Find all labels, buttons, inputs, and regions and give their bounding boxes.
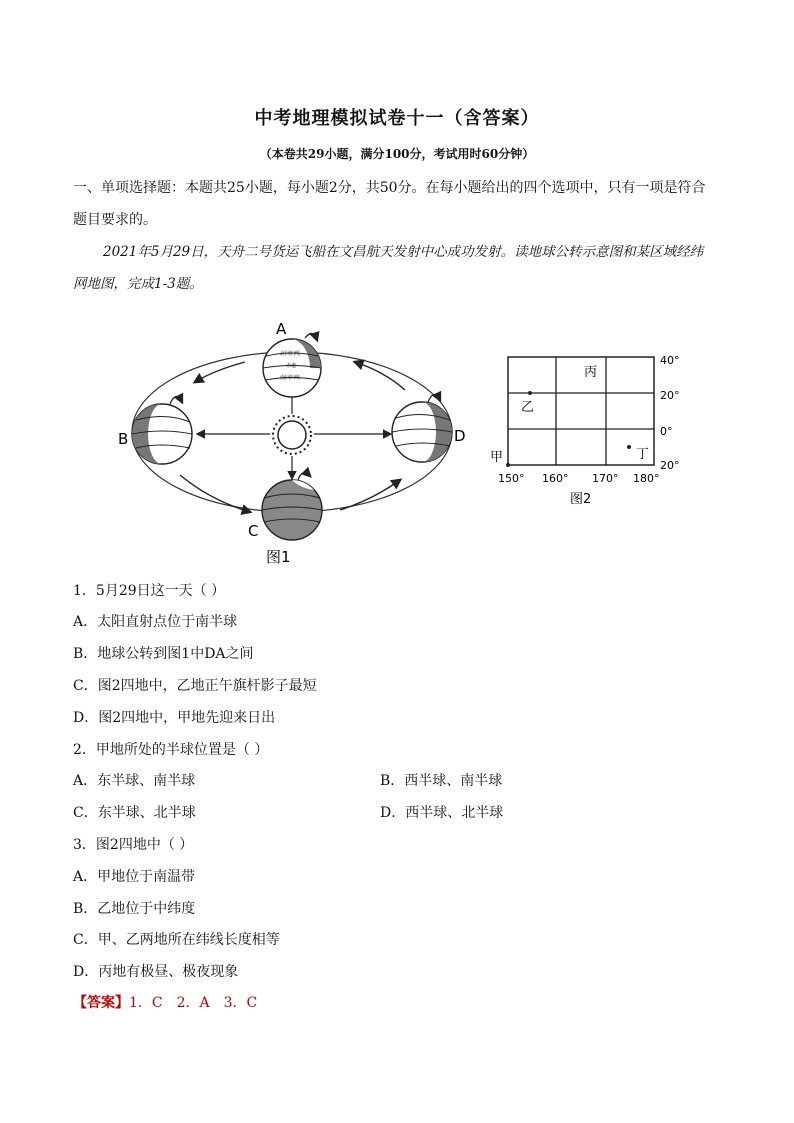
question-3-stem: 3．图2四地中（ ）	[73, 837, 194, 853]
intro-line2: 网地图，完成1-3题。	[73, 276, 203, 292]
question-1-option-b[interactable]: B．地球公转到图1中DA之间	[73, 646, 254, 662]
place-ding: 丁	[636, 447, 650, 462]
question-2-option-c[interactable]: C．东半球、北半球	[73, 805, 196, 821]
earth-d-globe	[392, 402, 452, 462]
figure2-caption: 图2	[570, 492, 592, 507]
intro-line1: 2021年5月29日，天舟二号货运飞船在文昌航天发射中心成功发射。读地球公转示意图和某区域经纬	[103, 244, 704, 260]
rotation-arrow-c-icon	[298, 473, 310, 480]
place-yi: 乙	[521, 400, 535, 415]
answer-block	[73, 992, 257, 1012]
question-2-option-b[interactable]: B．西半球、南半球	[380, 773, 503, 789]
question-3-option-a[interactable]: A．甲地位于南温带	[73, 869, 196, 885]
question-3-option-b[interactable]: B．乙地位于中纬度	[73, 901, 196, 917]
figure2-grid-map	[486, 345, 686, 510]
answer-value: 1．C 2．A 3．C	[129, 995, 258, 1011]
sun-icon	[273, 416, 311, 454]
question-1-option-c[interactable]: C．图2四地中，乙地正午旗杆影子最短	[73, 678, 317, 694]
section-heading-line2: 题目要求的。	[73, 212, 157, 228]
point-jia	[506, 463, 510, 467]
answer-label: 【答案】	[73, 995, 129, 1011]
lat-label-40: 40°	[660, 354, 680, 367]
question-1-stem: 1．5月29日这一天（ ）	[73, 583, 226, 599]
label-d: D	[454, 427, 466, 445]
place-jia: 甲	[490, 450, 504, 465]
question-2-option-d[interactable]: D．西半球、北半球	[380, 805, 504, 821]
point-yi	[528, 391, 532, 395]
question-2-option-a[interactable]: A．东半球、南半球	[73, 773, 196, 789]
lat-label-0: 0°	[660, 425, 673, 438]
earth-a-tropic-north: 北回归线	[280, 351, 301, 357]
label-b: B	[118, 430, 129, 448]
page-title: 中考地理模拟试卷十一（含答案）	[254, 108, 540, 129]
point-ding	[627, 445, 631, 449]
figure1-caption: 图1	[266, 548, 291, 566]
earth-b-globe	[132, 404, 192, 464]
question-2-stem: 2．甲地所处的半球位置是（ ）	[73, 742, 269, 758]
label-a: A	[276, 320, 287, 338]
lon-label-160: 160°	[542, 472, 569, 485]
lon-label-170: 170°	[592, 472, 619, 485]
lat-label-20s: 20°	[660, 459, 680, 472]
lat-label-20n: 20°	[660, 389, 680, 402]
section-heading-line1: 一、单项选择题：本题共25小题，每小题2分，共50分。在每小题给出的四个选项中，只有一项是符合	[73, 180, 706, 196]
earth-a-equator: 赤道	[286, 363, 297, 369]
question-3-option-d[interactable]: D．丙地有极昼、极夜现象	[73, 964, 239, 980]
question-1-option-d[interactable]: D．图2四地中，甲地先迎来日出	[73, 710, 276, 726]
lon-label-150: 150°	[498, 472, 525, 485]
figure1-orbit-diagram	[100, 310, 480, 570]
question-3-option-c[interactable]: C．甲、乙两地所在纬线长度相等	[73, 932, 280, 948]
lon-label-180: 180°	[633, 472, 660, 485]
rotation-arrow-b-icon	[170, 396, 182, 404]
earth-a-globe	[263, 339, 321, 397]
earth-c-globe	[262, 480, 322, 540]
orbit-arrow-a-b	[195, 362, 245, 382]
orbit-arrow-d-a	[355, 362, 405, 390]
question-1-option-a[interactable]: A．太阳直射点位于南半球	[73, 614, 238, 630]
rotation-arrow-a-icon	[305, 333, 317, 340]
earth-a-tropic-south: 南回归线	[280, 375, 301, 381]
page-subtitle: （本卷共29小题，满分100分，考试用时60分钟）	[259, 147, 535, 161]
label-c: C	[248, 522, 259, 540]
place-bing: 丙	[584, 365, 598, 380]
